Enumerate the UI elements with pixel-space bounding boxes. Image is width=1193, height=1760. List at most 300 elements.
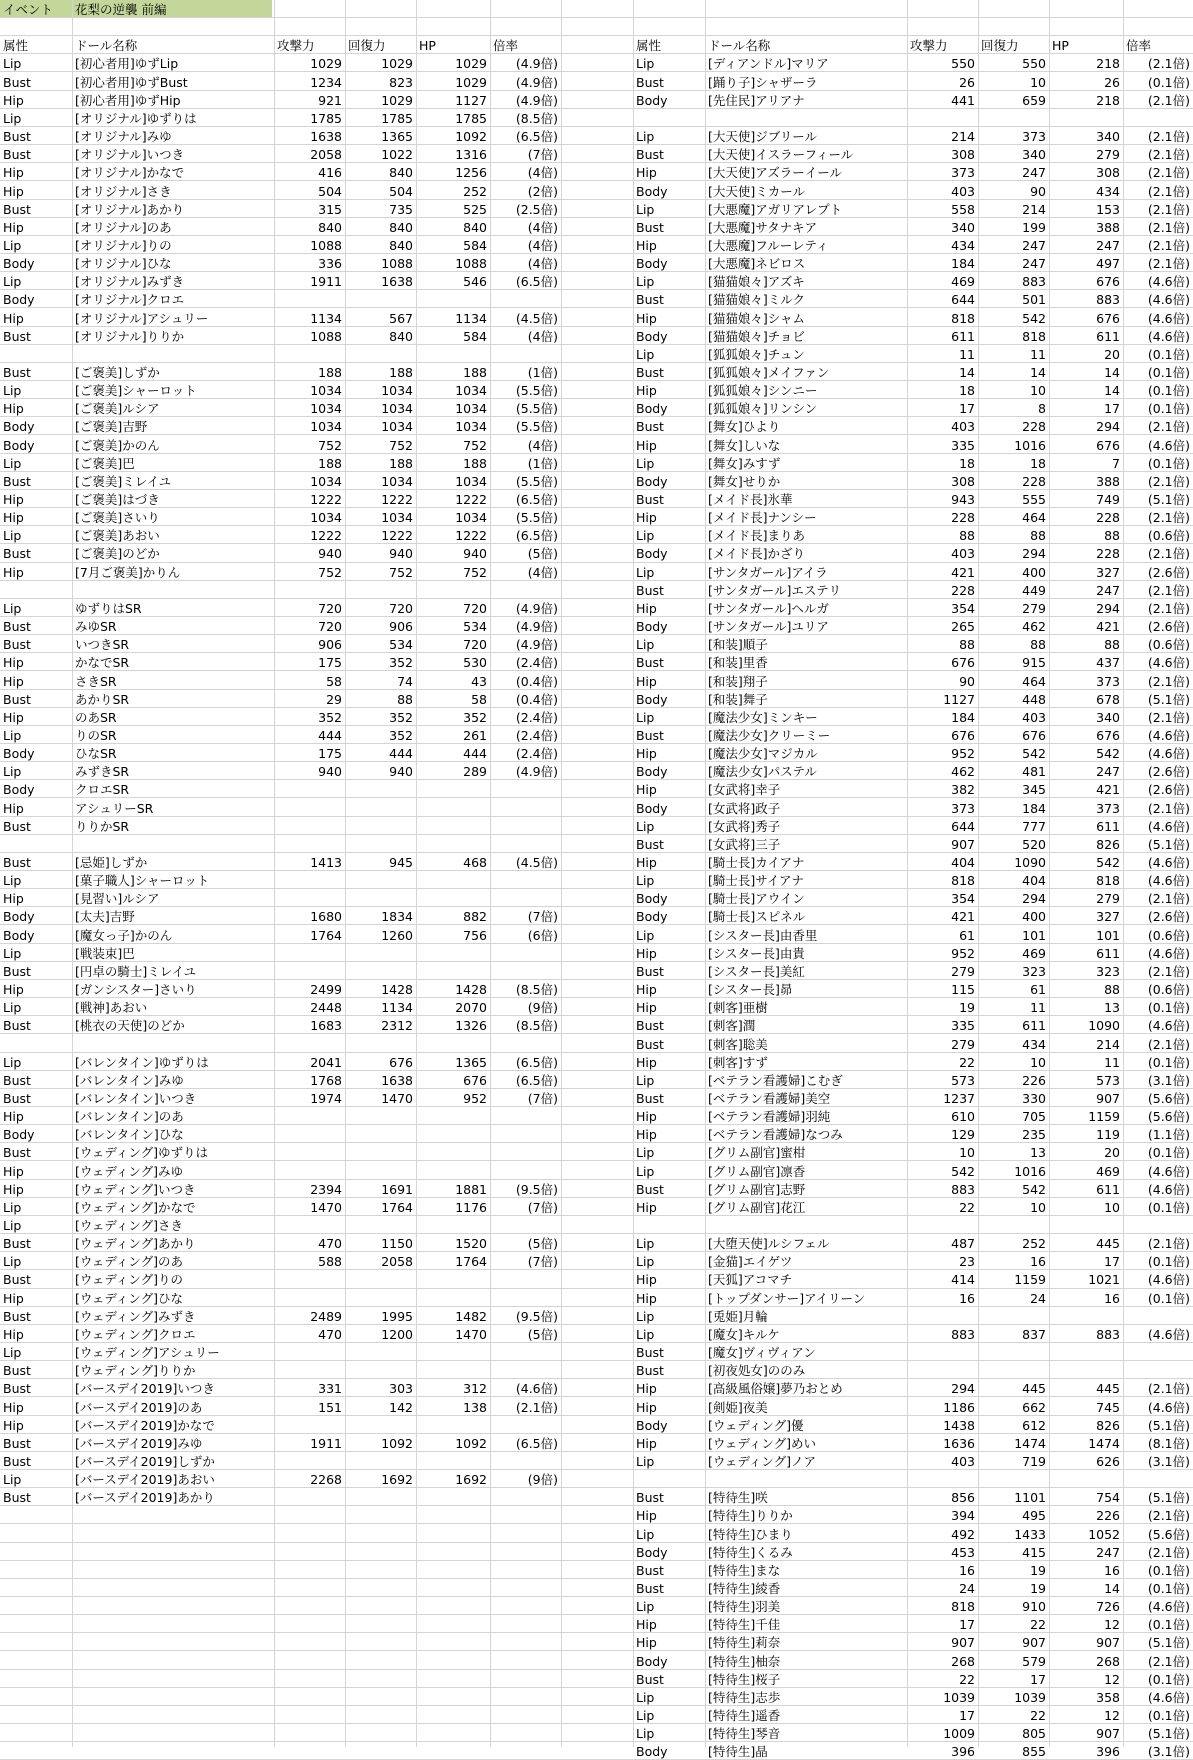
right-cell-hp[interactable]: 153 bbox=[1096, 202, 1120, 217]
left-cell-attack[interactable]: 752 bbox=[318, 438, 342, 453]
left-cell-hp[interactable]: 1029 bbox=[455, 75, 487, 90]
right-cell-attack[interactable]: 396 bbox=[951, 1744, 975, 1759]
left-cell-attribute[interactable]: Lip bbox=[3, 1218, 22, 1233]
left-cell-hp[interactable]: 444 bbox=[463, 746, 487, 761]
right-cell-attack[interactable]: 469 bbox=[951, 274, 975, 289]
right-cell-ratio[interactable]: (4.6倍) bbox=[1147, 728, 1190, 743]
right-cell-hp[interactable]: 308 bbox=[1096, 165, 1120, 180]
left-cell-attribute[interactable]: Body bbox=[3, 746, 35, 761]
left-cell-recovery[interactable]: 188 bbox=[389, 456, 413, 471]
left-cell-attack[interactable]: 1222 bbox=[310, 492, 342, 507]
left-cell-attack[interactable]: 352 bbox=[318, 710, 342, 725]
right-cell-attribute[interactable]: Lip bbox=[636, 274, 655, 289]
right-cell-ratio[interactable]: (2.1倍) bbox=[1147, 583, 1190, 598]
left-cell-ratio[interactable]: (0.4倍) bbox=[515, 674, 558, 689]
right-cell-hp[interactable]: 218 bbox=[1096, 93, 1120, 108]
right-cell-attribute[interactable]: Body bbox=[636, 692, 668, 707]
right-cell-attribute[interactable]: Hip bbox=[636, 1508, 657, 1523]
right-cell-attribute[interactable]: Lip bbox=[636, 347, 655, 362]
right-cell-hp[interactable]: 437 bbox=[1096, 655, 1120, 670]
right-cell-ratio[interactable]: (8.1倍) bbox=[1147, 1436, 1190, 1451]
left-cell-recovery[interactable]: 840 bbox=[389, 165, 413, 180]
right-cell-doll-name[interactable]: [女武将]秀子 bbox=[708, 819, 781, 834]
right-cell-ratio[interactable]: (4.6倍) bbox=[1147, 819, 1190, 834]
right-cell-hp[interactable]: 611 bbox=[1096, 329, 1120, 344]
right-cell-attack[interactable]: 265 bbox=[951, 619, 975, 634]
right-cell-ratio[interactable]: (0.6倍) bbox=[1147, 982, 1190, 997]
left-cell-doll-name[interactable]: [オリジナル]りりか bbox=[75, 329, 185, 344]
right-cell-ratio[interactable]: (0.6倍) bbox=[1147, 637, 1190, 652]
right-cell-attack[interactable]: 434 bbox=[951, 238, 975, 253]
left-cell-attribute[interactable]: Hip bbox=[3, 1418, 24, 1433]
left-cell-recovery[interactable]: 735 bbox=[389, 202, 413, 217]
right-cell-ratio[interactable]: (4.6倍) bbox=[1147, 1018, 1190, 1033]
right-cell-doll-name[interactable]: [騎士長]カイアナ bbox=[708, 855, 805, 870]
right-cell-attack[interactable]: 279 bbox=[951, 1037, 975, 1052]
right-cell-doll-name[interactable]: [舞女]せりか bbox=[708, 474, 781, 489]
right-cell-doll-name[interactable]: [初夜処女]ののみ bbox=[708, 1363, 806, 1378]
left-cell-attribute[interactable]: Bust bbox=[3, 819, 31, 834]
right-cell-ratio[interactable]: (4.6倍) bbox=[1147, 655, 1190, 670]
right-cell-attack[interactable]: 268 bbox=[951, 1654, 975, 1669]
left-cell-doll-name[interactable]: [戦神]あおい bbox=[75, 1000, 148, 1015]
left-cell-doll-name[interactable]: [バレンタイン]のあ bbox=[75, 1109, 184, 1124]
left-cell-hp[interactable]: 2070 bbox=[455, 1000, 487, 1015]
left-cell-hp[interactable]: 1034 bbox=[455, 383, 487, 398]
left-cell-attack[interactable]: 1088 bbox=[310, 329, 342, 344]
right-cell-doll-name[interactable]: [ベテラン看護婦]なつみ bbox=[708, 1127, 843, 1142]
right-cell-doll-name[interactable]: [金猫]エイゲツ bbox=[708, 1254, 793, 1269]
right-cell-doll-name[interactable]: [大天使]ジブリール bbox=[708, 129, 818, 144]
right-cell-attack[interactable]: 22 bbox=[959, 1672, 975, 1687]
right-cell-hp[interactable]: 226 bbox=[1096, 1508, 1120, 1523]
left-cell-attribute[interactable]: Hip bbox=[3, 93, 24, 108]
left-cell-doll-name[interactable]: [バレンタイン]いつき bbox=[75, 1091, 197, 1106]
right-cell-ratio[interactable]: (0.1倍) bbox=[1147, 1581, 1190, 1596]
left-cell-attribute[interactable]: Bust bbox=[3, 1436, 31, 1451]
right-cell-hp[interactable]: 20 bbox=[1104, 347, 1120, 362]
right-cell-recovery[interactable]: 228 bbox=[1022, 419, 1046, 434]
right-cell-recovery[interactable]: 805 bbox=[1022, 1726, 1046, 1741]
left-cell-doll-name[interactable]: [オリジナル]アシュリー bbox=[75, 311, 209, 326]
right-cell-attribute[interactable]: Bust bbox=[636, 492, 664, 507]
left-cell-attack[interactable]: 840 bbox=[318, 220, 342, 235]
left-cell-attack[interactable]: 470 bbox=[318, 1327, 342, 1342]
left-cell-doll-name[interactable]: [ウェディング]さき bbox=[75, 1218, 184, 1233]
left-cell-ratio[interactable]: (4.9倍) bbox=[515, 764, 558, 779]
left-cell-attribute[interactable]: Bust bbox=[3, 474, 31, 489]
right-cell-ratio[interactable]: (2.1倍) bbox=[1147, 891, 1190, 906]
left-cell-recovery[interactable]: 1428 bbox=[381, 982, 413, 997]
left-cell-hp[interactable]: 1365 bbox=[455, 1055, 487, 1070]
left-cell-doll-name[interactable]: [オリジナル]ゆずりは bbox=[75, 111, 197, 126]
left-cell-recovery[interactable]: 1034 bbox=[381, 419, 413, 434]
right-cell-attack[interactable]: 1636 bbox=[943, 1436, 975, 1451]
left-cell-doll-name[interactable]: [忌姫]しずか bbox=[75, 855, 148, 870]
left-cell-hp[interactable]: 312 bbox=[463, 1381, 487, 1396]
right-cell-ratio[interactable]: (2.6倍) bbox=[1147, 565, 1190, 580]
right-cell-attack[interactable]: 115 bbox=[951, 982, 975, 997]
right-cell-doll-name[interactable]: [和装]舞子 bbox=[708, 692, 768, 707]
left-cell-hp[interactable]: 530 bbox=[463, 655, 487, 670]
right-cell-attribute[interactable]: Lip bbox=[636, 202, 655, 217]
left-cell-doll-name[interactable]: [オリジナル]みずき bbox=[75, 274, 185, 289]
right-cell-ratio[interactable]: (4.6倍) bbox=[1147, 855, 1190, 870]
right-cell-doll-name[interactable]: [刺客]潤 bbox=[708, 1018, 756, 1033]
left-cell-attack[interactable]: 2394 bbox=[310, 1182, 342, 1197]
left-cell-hp[interactable]: 1764 bbox=[455, 1254, 487, 1269]
right-cell-recovery[interactable]: 415 bbox=[1022, 1545, 1046, 1560]
right-cell-recovery[interactable]: 22 bbox=[1030, 1617, 1046, 1632]
right-cell-recovery[interactable]: 818 bbox=[1022, 329, 1046, 344]
left-cell-attribute[interactable]: Hip bbox=[3, 710, 24, 725]
left-cell-doll-name[interactable]: さきSR bbox=[75, 674, 117, 689]
right-cell-ratio[interactable]: (0.1倍) bbox=[1147, 456, 1190, 471]
right-cell-hp[interactable]: 749 bbox=[1096, 492, 1120, 507]
right-cell-hp[interactable]: 676 bbox=[1096, 274, 1120, 289]
right-cell-attribute[interactable]: Bust bbox=[636, 1345, 664, 1360]
right-cell-hp[interactable]: 12 bbox=[1104, 1617, 1120, 1632]
left-cell-attack[interactable]: 720 bbox=[318, 619, 342, 634]
right-cell-attack[interactable]: 90 bbox=[959, 674, 975, 689]
left-cell-recovery[interactable]: 1088 bbox=[381, 256, 413, 271]
left-cell-attack[interactable]: 2489 bbox=[310, 1309, 342, 1324]
right-cell-attribute[interactable]: Lip bbox=[636, 819, 655, 834]
right-cell-ratio[interactable]: (5.6倍) bbox=[1147, 1527, 1190, 1542]
left-cell-ratio[interactable]: (6.5倍) bbox=[515, 1436, 558, 1451]
right-cell-attribute[interactable]: Body bbox=[636, 401, 668, 416]
right-cell-doll-name[interactable]: [グリム副官]凛香 bbox=[708, 1164, 806, 1179]
left-cell-recovery[interactable]: 720 bbox=[389, 601, 413, 616]
right-cell-attack[interactable]: 676 bbox=[951, 728, 975, 743]
left-cell-ratio[interactable]: (4.9倍) bbox=[515, 56, 558, 71]
right-cell-hp[interactable]: 1090 bbox=[1088, 1018, 1120, 1033]
right-cell-recovery[interactable]: 22 bbox=[1030, 1708, 1046, 1723]
right-cell-recovery[interactable]: 495 bbox=[1022, 1508, 1046, 1523]
right-cell-attribute[interactable]: Bust bbox=[636, 655, 664, 670]
left-cell-hp[interactable]: 676 bbox=[463, 1073, 487, 1088]
left-cell-doll-name[interactable]: [ご褒美]シャーロット bbox=[75, 383, 197, 398]
header-attack[interactable]: 攻撃力 bbox=[910, 38, 948, 53]
left-cell-recovery[interactable]: 1691 bbox=[381, 1182, 413, 1197]
right-cell-ratio[interactable]: (2.1倍) bbox=[1147, 1508, 1190, 1523]
right-cell-hp[interactable]: 358 bbox=[1096, 1690, 1120, 1705]
left-cell-attribute[interactable]: Bust bbox=[3, 546, 31, 561]
left-cell-attribute[interactable]: Bust bbox=[3, 1363, 31, 1378]
left-cell-attack[interactable]: 29 bbox=[326, 692, 342, 707]
right-cell-doll-name[interactable]: [サンタガール]アイラ bbox=[708, 565, 828, 580]
left-cell-ratio[interactable]: (5.5倍) bbox=[515, 474, 558, 489]
left-cell-recovery[interactable]: 444 bbox=[389, 746, 413, 761]
right-cell-doll-name[interactable]: [ディアンドル]マリア bbox=[708, 56, 829, 71]
left-cell-doll-name[interactable]: いつきSR bbox=[75, 637, 130, 652]
right-cell-ratio[interactable]: (5.1倍) bbox=[1147, 492, 1190, 507]
right-cell-recovery[interactable]: 915 bbox=[1022, 655, 1046, 670]
right-cell-ratio[interactable]: (0.1倍) bbox=[1147, 365, 1190, 380]
right-cell-hp[interactable]: 327 bbox=[1096, 909, 1120, 924]
right-cell-ratio[interactable]: (2.1倍) bbox=[1147, 1654, 1190, 1669]
right-cell-attribute[interactable]: Hip bbox=[636, 982, 657, 997]
left-cell-recovery[interactable]: 142 bbox=[389, 1400, 413, 1415]
left-cell-doll-name[interactable]: [バースデイ2019]のあ bbox=[75, 1400, 203, 1415]
right-cell-attack[interactable]: 883 bbox=[951, 1182, 975, 1197]
right-cell-recovery[interactable]: 400 bbox=[1022, 565, 1046, 580]
right-cell-doll-name[interactable]: [特待生]ひまり bbox=[708, 1527, 793, 1542]
right-cell-attack[interactable]: 1039 bbox=[943, 1690, 975, 1705]
left-cell-attribute[interactable]: Bust bbox=[3, 1091, 31, 1106]
right-cell-recovery[interactable]: 14 bbox=[1030, 365, 1046, 380]
right-cell-recovery[interactable]: 8 bbox=[1038, 401, 1046, 416]
left-cell-hp[interactable]: 752 bbox=[463, 438, 487, 453]
right-cell-doll-name[interactable]: [女武将]三子 bbox=[708, 837, 781, 852]
right-cell-attack[interactable]: 492 bbox=[951, 1527, 975, 1542]
header-attack[interactable]: 攻撃力 bbox=[277, 38, 315, 53]
left-cell-attack[interactable]: 2268 bbox=[310, 1472, 342, 1487]
right-cell-hp[interactable]: 101 bbox=[1096, 928, 1120, 943]
right-cell-attribute[interactable]: Body bbox=[636, 1545, 668, 1560]
left-cell-ratio[interactable]: (1倍) bbox=[527, 365, 558, 380]
left-cell-recovery[interactable]: 840 bbox=[389, 220, 413, 235]
left-cell-attribute[interactable]: Lip bbox=[3, 1000, 22, 1015]
right-cell-recovery[interactable]: 1090 bbox=[1014, 855, 1046, 870]
left-cell-attack[interactable]: 1683 bbox=[310, 1018, 342, 1033]
left-cell-attack[interactable]: 2499 bbox=[310, 982, 342, 997]
right-cell-hp[interactable]: 373 bbox=[1096, 801, 1120, 816]
right-cell-hp[interactable]: 17 bbox=[1104, 1254, 1120, 1269]
right-cell-ratio[interactable]: (0.1倍) bbox=[1147, 347, 1190, 362]
left-cell-doll-name[interactable]: [ウェディング]あかり bbox=[75, 1236, 196, 1251]
right-cell-attribute[interactable]: Lip bbox=[636, 1599, 655, 1614]
right-cell-ratio[interactable]: (4.6倍) bbox=[1147, 274, 1190, 289]
left-cell-attack[interactable]: 315 bbox=[318, 202, 342, 217]
left-cell-doll-name[interactable]: [ウェディング]いつき bbox=[75, 1182, 196, 1197]
right-cell-recovery[interactable]: 579 bbox=[1022, 1654, 1046, 1669]
right-cell-attack[interactable]: 129 bbox=[951, 1127, 975, 1142]
right-cell-ratio[interactable]: (3.1倍) bbox=[1147, 1073, 1190, 1088]
right-cell-doll-name[interactable]: [大悪魔]アガリアレプト bbox=[708, 202, 843, 217]
right-cell-doll-name[interactable]: [シスター長]由貴 bbox=[708, 946, 805, 961]
left-cell-hp[interactable]: 1222 bbox=[455, 528, 487, 543]
left-cell-attribute[interactable]: Lip bbox=[3, 1345, 22, 1360]
left-cell-attribute[interactable]: Bust bbox=[3, 1145, 31, 1160]
right-cell-doll-name[interactable]: [ベテラン看護婦]美空 bbox=[708, 1091, 831, 1106]
right-cell-attribute[interactable]: Lip bbox=[636, 873, 655, 888]
left-cell-doll-name[interactable]: [ウェディング]ゆずりは bbox=[75, 1145, 209, 1160]
right-cell-attack[interactable]: 1127 bbox=[943, 692, 975, 707]
right-cell-recovery[interactable]: 501 bbox=[1022, 292, 1046, 307]
right-cell-attribute[interactable]: Lip bbox=[636, 1236, 655, 1251]
right-cell-ratio[interactable]: (2.1倍) bbox=[1147, 129, 1190, 144]
right-cell-hp[interactable]: 88 bbox=[1104, 637, 1120, 652]
right-cell-doll-name[interactable]: [大天使]アズラーイール bbox=[708, 165, 843, 180]
right-cell-attack[interactable]: 19 bbox=[959, 1000, 975, 1015]
right-cell-recovery[interactable]: 434 bbox=[1022, 1037, 1046, 1052]
right-cell-attack[interactable]: 404 bbox=[951, 855, 975, 870]
left-cell-recovery[interactable]: 1134 bbox=[381, 1000, 413, 1015]
left-cell-attribute[interactable]: Lip bbox=[3, 728, 22, 743]
left-cell-ratio[interactable]: (4倍) bbox=[527, 438, 558, 453]
right-cell-attribute[interactable]: Bust bbox=[636, 728, 664, 743]
left-cell-recovery[interactable]: 1365 bbox=[381, 129, 413, 144]
right-cell-ratio[interactable]: (2.1倍) bbox=[1147, 546, 1190, 561]
right-cell-attribute[interactable]: Lip bbox=[636, 637, 655, 652]
right-cell-doll-name[interactable]: [魔法少女]パステル bbox=[708, 764, 817, 779]
right-cell-attack[interactable]: 214 bbox=[951, 129, 975, 144]
header-hp[interactable]: HP bbox=[419, 38, 436, 53]
right-cell-hp[interactable]: 12 bbox=[1104, 1672, 1120, 1687]
left-cell-ratio[interactable]: (7倍) bbox=[527, 147, 558, 162]
right-cell-recovery[interactable]: 542 bbox=[1022, 746, 1046, 761]
left-cell-attack[interactable]: 1034 bbox=[310, 510, 342, 525]
right-cell-ratio[interactable]: (2.1倍) bbox=[1147, 1545, 1190, 1560]
right-cell-ratio[interactable]: (4.6倍) bbox=[1147, 1164, 1190, 1179]
left-cell-attribute[interactable]: Bust bbox=[3, 964, 31, 979]
header-recovery[interactable]: 回復力 bbox=[348, 38, 386, 53]
right-cell-attack[interactable]: 952 bbox=[951, 746, 975, 761]
right-cell-doll-name[interactable]: [魔法少女]クリーミー bbox=[708, 728, 831, 743]
right-cell-ratio[interactable]: (5.1倍) bbox=[1147, 1635, 1190, 1650]
right-cell-attack[interactable]: 308 bbox=[951, 474, 975, 489]
left-cell-attribute[interactable]: Bust bbox=[3, 1236, 31, 1251]
right-cell-recovery[interactable]: 247 bbox=[1022, 256, 1046, 271]
left-cell-attribute[interactable]: Bust bbox=[3, 1309, 31, 1324]
right-cell-ratio[interactable]: (2.1倍) bbox=[1147, 202, 1190, 217]
left-cell-attack[interactable]: 2448 bbox=[310, 1000, 342, 1015]
right-cell-attribute[interactable]: Lip bbox=[636, 1527, 655, 1542]
left-cell-recovery[interactable]: 1785 bbox=[381, 111, 413, 126]
right-cell-hp[interactable]: 676 bbox=[1096, 728, 1120, 743]
left-cell-doll-name[interactable]: [ウェディング]ひな bbox=[75, 1291, 184, 1306]
right-cell-doll-name[interactable]: [グリム副官]花江 bbox=[708, 1200, 806, 1215]
right-cell-recovery[interactable]: 1016 bbox=[1014, 1164, 1046, 1179]
left-cell-doll-name[interactable]: クロエSR bbox=[75, 782, 130, 797]
right-cell-attribute[interactable]: Hip bbox=[636, 1617, 657, 1632]
left-cell-hp[interactable]: 720 bbox=[463, 601, 487, 616]
left-cell-recovery[interactable]: 1638 bbox=[381, 1073, 413, 1088]
right-cell-doll-name[interactable]: [特待生]志歩 bbox=[708, 1690, 781, 1705]
right-cell-recovery[interactable]: 1433 bbox=[1014, 1527, 1046, 1542]
left-cell-attack[interactable]: 331 bbox=[318, 1381, 342, 1396]
header-attribute[interactable]: 属性 bbox=[3, 38, 29, 53]
right-cell-hp[interactable]: 279 bbox=[1096, 891, 1120, 906]
right-cell-hp[interactable]: 676 bbox=[1096, 438, 1120, 453]
right-cell-ratio[interactable]: (2.1倍) bbox=[1147, 256, 1190, 271]
right-cell-doll-name[interactable]: [狐狐娘々]チュン bbox=[708, 347, 805, 362]
right-cell-attack[interactable]: 611 bbox=[951, 329, 975, 344]
left-cell-ratio[interactable]: (2.1倍) bbox=[515, 1400, 558, 1415]
left-cell-attack[interactable]: 1222 bbox=[310, 528, 342, 543]
right-cell-doll-name[interactable]: [狐狐娘々]リンシン bbox=[708, 401, 818, 416]
left-cell-doll-name[interactable]: [オリジナル]あかり bbox=[75, 202, 185, 217]
right-cell-hp[interactable]: 294 bbox=[1096, 601, 1120, 616]
right-cell-ratio[interactable]: (4.6倍) bbox=[1147, 946, 1190, 961]
left-cell-attribute[interactable]: Bust bbox=[3, 129, 31, 144]
left-cell-ratio[interactable]: (4倍) bbox=[527, 165, 558, 180]
right-cell-ratio[interactable]: (4.6倍) bbox=[1147, 1327, 1190, 1342]
right-cell-ratio[interactable]: (2.1倍) bbox=[1147, 165, 1190, 180]
right-cell-ratio[interactable]: (0.1倍) bbox=[1147, 401, 1190, 416]
right-cell-attribute[interactable]: Bust bbox=[636, 1581, 664, 1596]
right-cell-recovery[interactable]: 19 bbox=[1030, 1581, 1046, 1596]
left-cell-attribute[interactable]: Hip bbox=[3, 311, 24, 326]
left-cell-recovery[interactable]: 676 bbox=[389, 1055, 413, 1070]
left-cell-attribute[interactable]: Bust bbox=[3, 637, 31, 652]
right-cell-recovery[interactable]: 90 bbox=[1030, 184, 1046, 199]
left-cell-attack[interactable]: 1034 bbox=[310, 419, 342, 434]
right-cell-attribute[interactable]: Bust bbox=[636, 1018, 664, 1033]
left-cell-attribute[interactable]: Hip bbox=[3, 165, 24, 180]
right-cell-doll-name[interactable]: [ウェディング]めい bbox=[708, 1436, 817, 1451]
left-cell-recovery[interactable]: 1222 bbox=[381, 492, 413, 507]
right-cell-ratio[interactable]: (5.1倍) bbox=[1147, 1490, 1190, 1505]
right-cell-recovery[interactable]: 883 bbox=[1022, 274, 1046, 289]
right-cell-attack[interactable]: 907 bbox=[951, 837, 975, 852]
left-cell-attribute[interactable]: Lip bbox=[3, 456, 22, 471]
left-cell-hp[interactable]: 188 bbox=[463, 365, 487, 380]
left-cell-doll-name[interactable]: りのSR bbox=[75, 728, 117, 743]
left-cell-ratio[interactable]: (4.9倍) bbox=[515, 93, 558, 108]
left-cell-doll-name[interactable]: [オリジナル]のあ bbox=[75, 220, 172, 235]
right-cell-recovery[interactable]: 448 bbox=[1022, 692, 1046, 707]
right-cell-attack[interactable]: 22 bbox=[959, 1200, 975, 1215]
right-cell-attribute[interactable]: Body bbox=[636, 1744, 668, 1759]
left-cell-recovery[interactable]: 1260 bbox=[381, 928, 413, 943]
right-cell-recovery[interactable]: 13 bbox=[1030, 1145, 1046, 1160]
left-cell-attribute[interactable]: Lip bbox=[3, 873, 22, 888]
right-cell-attack[interactable]: 17 bbox=[959, 1617, 975, 1632]
left-cell-ratio[interactable]: (7倍) bbox=[527, 1200, 558, 1215]
right-cell-attack[interactable]: 1009 bbox=[943, 1726, 975, 1741]
right-cell-doll-name[interactable]: [特待生]柚奈 bbox=[708, 1654, 781, 1669]
left-cell-doll-name[interactable]: [バースデイ2019]しずか bbox=[75, 1454, 215, 1469]
right-cell-attack[interactable]: 403 bbox=[951, 1454, 975, 1469]
left-cell-hp[interactable]: 525 bbox=[463, 202, 487, 217]
left-cell-attribute[interactable]: Bust bbox=[3, 1381, 31, 1396]
right-cell-attack[interactable]: 644 bbox=[951, 292, 975, 307]
right-cell-attack[interactable]: 818 bbox=[951, 1599, 975, 1614]
right-cell-hp[interactable]: 340 bbox=[1096, 129, 1120, 144]
left-cell-hp[interactable]: 546 bbox=[463, 274, 487, 289]
right-cell-attribute[interactable]: Bust bbox=[636, 419, 664, 434]
right-cell-recovery[interactable]: 404 bbox=[1022, 873, 1046, 888]
left-cell-ratio[interactable]: (4.9倍) bbox=[515, 601, 558, 616]
right-cell-ratio[interactable]: (0.1倍) bbox=[1147, 1708, 1190, 1723]
left-cell-doll-name[interactable]: [ご褒美]はづき bbox=[75, 492, 160, 507]
right-cell-doll-name[interactable]: [刺客]亜樹 bbox=[708, 1000, 768, 1015]
right-cell-recovery[interactable]: 330 bbox=[1022, 1091, 1046, 1106]
right-cell-hp[interactable]: 279 bbox=[1096, 147, 1120, 162]
right-cell-recovery[interactable]: 24 bbox=[1030, 1291, 1046, 1306]
left-cell-attribute[interactable]: Bust bbox=[3, 1073, 31, 1088]
left-cell-ratio[interactable]: (4倍) bbox=[527, 329, 558, 344]
left-cell-attribute[interactable]: Hip bbox=[3, 220, 24, 235]
right-cell-hp[interactable]: 626 bbox=[1096, 1454, 1120, 1469]
right-cell-attack[interactable]: 373 bbox=[951, 165, 975, 180]
left-cell-attack[interactable]: 1911 bbox=[310, 274, 342, 289]
right-cell-ratio[interactable]: (4.6倍) bbox=[1147, 311, 1190, 326]
right-cell-recovery[interactable]: 777 bbox=[1022, 819, 1046, 834]
left-cell-attack[interactable]: 1911 bbox=[310, 1436, 342, 1451]
right-cell-recovery[interactable]: 88 bbox=[1030, 528, 1046, 543]
right-cell-recovery[interactable]: 464 bbox=[1022, 510, 1046, 525]
right-cell-recovery[interactable]: 449 bbox=[1022, 583, 1046, 598]
right-cell-doll-name[interactable]: [特待生]綾香 bbox=[708, 1581, 781, 1596]
right-cell-attack[interactable]: 1237 bbox=[943, 1091, 975, 1106]
left-cell-attribute[interactable]: Lip bbox=[3, 238, 22, 253]
left-cell-recovery[interactable]: 945 bbox=[389, 855, 413, 870]
right-cell-doll-name[interactable]: [舞女]ひより bbox=[708, 419, 781, 434]
left-cell-attack[interactable]: 1029 bbox=[310, 56, 342, 71]
